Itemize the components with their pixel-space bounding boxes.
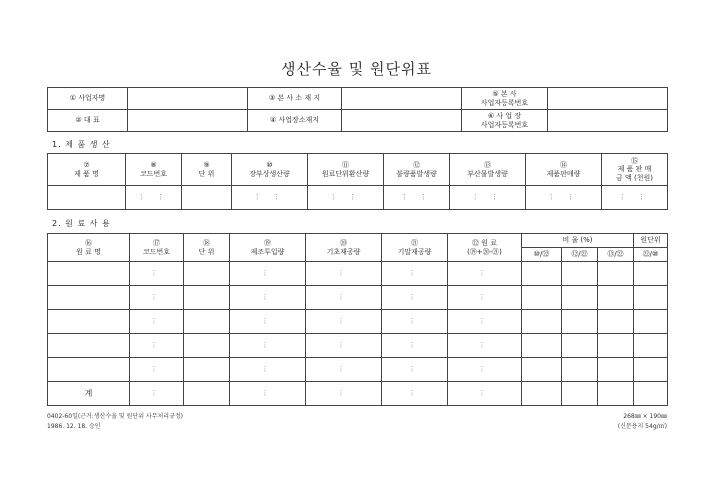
col-code-header xyxy=(130,234,184,262)
business-name-field[interactable] xyxy=(128,88,248,110)
site-regno-label-line2: 사업자등록번호 xyxy=(480,120,529,129)
cell[interactable] xyxy=(306,334,382,358)
document-title: 생산수율 및 원단위표 xyxy=(281,60,432,78)
cell[interactable] xyxy=(634,310,668,334)
cell[interactable] xyxy=(306,310,382,334)
col-product-name-header xyxy=(48,154,126,186)
cell[interactable] xyxy=(230,382,306,406)
material-row xyxy=(48,310,668,334)
col-num: ⑲ xyxy=(264,239,271,248)
form-basis: 0402-60일(근거:생산수율 및 원단위 사무처리규정) xyxy=(47,413,184,420)
cell[interactable] xyxy=(230,358,306,382)
dots: ⋮ xyxy=(478,341,491,350)
cell[interactable] xyxy=(522,334,562,358)
cell[interactable] xyxy=(448,310,522,334)
cell[interactable] xyxy=(526,186,602,210)
dots: ⋮ xyxy=(337,365,350,374)
dots: ⋮ xyxy=(478,317,491,326)
col-num: ⑫ xyxy=(413,161,420,170)
col-label: 원 료 명 xyxy=(76,247,101,256)
col-raw-material-header xyxy=(448,234,522,262)
dots: ⋮ xyxy=(408,317,421,326)
dots: ⋮ xyxy=(337,341,350,350)
cell[interactable] xyxy=(382,286,448,310)
col-label: (⑲+⑳-㉑) xyxy=(467,247,502,256)
col-num: ㉑ xyxy=(411,239,418,248)
cell[interactable] xyxy=(306,382,382,406)
unit-consumption-col: ㉒/⑩ xyxy=(634,248,668,262)
cell[interactable] xyxy=(48,358,130,382)
dots: ⋮ xyxy=(478,389,491,398)
dots: ⋮ xyxy=(408,293,421,302)
col-label: 제조투입량 xyxy=(250,247,285,256)
dots: ⋮ xyxy=(408,341,421,350)
cell[interactable] xyxy=(182,186,232,210)
cell[interactable] xyxy=(184,358,230,382)
cell[interactable] xyxy=(184,310,230,334)
cell[interactable] xyxy=(184,382,230,406)
cell[interactable] xyxy=(598,262,634,286)
head-office-regno-label-line2: 사업자등록번호 xyxy=(480,98,529,107)
dots: ⋮ xyxy=(337,293,350,302)
cell[interactable] xyxy=(598,358,634,382)
cell[interactable] xyxy=(598,286,634,310)
site-regno-label-line1: ⑥ 사 업 장 xyxy=(487,112,522,121)
dots: ⋮ ⋮ xyxy=(137,193,170,202)
col-input-header xyxy=(230,234,306,262)
cell[interactable] xyxy=(522,382,562,406)
total-label: 계 xyxy=(84,388,93,398)
material-row xyxy=(48,262,668,286)
product-row xyxy=(48,186,668,210)
applicant-info-table xyxy=(47,87,668,132)
head-office-regno-label-line1: ⑤ 본 사 xyxy=(492,90,517,99)
representative-label: ② 대 표 xyxy=(48,110,128,132)
dots: ⋮ xyxy=(408,389,421,398)
cell[interactable] xyxy=(48,310,130,334)
unit-consumption-header: 원단위 xyxy=(634,234,668,248)
cell[interactable] xyxy=(562,262,598,286)
section1-title: 1. 제 품 생 산 xyxy=(52,140,111,149)
dots: ⋮ xyxy=(261,365,274,374)
cell[interactable] xyxy=(562,310,598,334)
cell[interactable] xyxy=(232,186,308,210)
col-num: ⑱ xyxy=(203,239,210,248)
cell[interactable] xyxy=(130,310,184,334)
col-num: ⑧ xyxy=(150,161,157,170)
col-num: ⑪ xyxy=(342,161,349,170)
ratio-col-1: ⑩/㉒ xyxy=(522,248,562,262)
cell[interactable] xyxy=(522,286,562,310)
cell[interactable] xyxy=(522,262,562,286)
dots: ⋮ xyxy=(337,269,350,278)
dots: ⋮ xyxy=(261,269,274,278)
col-label: 기초재공량 xyxy=(326,247,361,256)
cell[interactable] xyxy=(48,262,130,286)
col-sales-volume-header xyxy=(526,154,602,186)
material-row xyxy=(48,334,668,358)
raw-material-usage-table xyxy=(47,233,668,406)
col-label: 장부상생산량 xyxy=(249,169,290,178)
col-num: ⑬ xyxy=(484,161,491,170)
col-label: 부산물발생량 xyxy=(467,169,508,178)
col-material-name-header xyxy=(48,234,130,262)
cell[interactable] xyxy=(562,334,598,358)
site-regno-field[interactable] xyxy=(548,110,668,132)
dots: ⋮ xyxy=(150,389,163,398)
cell[interactable] xyxy=(130,262,184,286)
col-label: 제 품 명 xyxy=(74,169,99,178)
cell[interactable] xyxy=(48,286,130,310)
cell[interactable] xyxy=(184,262,230,286)
cell[interactable] xyxy=(230,334,306,358)
col-label: 코드번호 xyxy=(142,247,171,256)
col-num: ⑦ xyxy=(83,161,90,170)
col-label-2: 금 액 (천원) xyxy=(616,173,653,182)
total-row xyxy=(48,382,668,406)
cell[interactable] xyxy=(230,286,306,310)
cell[interactable] xyxy=(48,186,126,210)
cell[interactable] xyxy=(598,382,634,406)
cell[interactable] xyxy=(634,334,668,358)
cell[interactable] xyxy=(230,310,306,334)
cell[interactable] xyxy=(126,186,182,210)
cell[interactable] xyxy=(562,382,598,406)
site-address-label: ④ 사업장소재지 xyxy=(248,110,342,132)
cell[interactable] xyxy=(522,310,562,334)
representative-field[interactable] xyxy=(128,110,248,132)
cell[interactable] xyxy=(382,262,448,286)
cell[interactable] xyxy=(48,382,130,406)
col-label: 불량품발생량 xyxy=(396,169,437,178)
cell[interactable] xyxy=(130,382,184,406)
dots: ⋮ xyxy=(337,389,350,398)
cell[interactable] xyxy=(448,358,522,382)
ratio-header: 비 율 (%) xyxy=(522,234,634,248)
cell[interactable] xyxy=(634,262,668,286)
section2-title: 2. 원 료 사 용 xyxy=(52,219,111,228)
business-name-label: ① 사업자명 xyxy=(48,88,128,110)
dots: ⋮ xyxy=(150,341,163,350)
cell[interactable] xyxy=(306,358,382,382)
col-label: 코드번호 xyxy=(139,169,168,178)
dots: ⋮ xyxy=(261,317,274,326)
col-num: ㉒ 원 료 xyxy=(472,239,497,248)
cell[interactable] xyxy=(634,358,668,382)
dots: ⋮ xyxy=(150,317,163,326)
cell[interactable] xyxy=(184,286,230,310)
cell[interactable] xyxy=(598,310,634,334)
col-unit-header xyxy=(184,234,230,262)
paper-size: 268㎜ × 190㎜ xyxy=(623,413,667,420)
dots: ⋮ ⋮ xyxy=(547,193,580,202)
col-label: 제품판매량 xyxy=(546,169,581,178)
cell[interactable] xyxy=(448,262,522,286)
site-address-field[interactable] xyxy=(342,110,462,132)
col-label: 제 품 판 매 xyxy=(617,165,652,174)
dots: ⋮ xyxy=(408,269,421,278)
col-sales-amount-header xyxy=(602,154,668,186)
head-office-regno-label xyxy=(462,88,548,110)
cell[interactable] xyxy=(634,382,668,406)
cell[interactable] xyxy=(130,358,184,382)
ratio-col-2: ⑫/㉒ xyxy=(562,248,598,262)
dots: ⋮ xyxy=(261,293,274,302)
cell[interactable] xyxy=(230,262,306,286)
cell[interactable] xyxy=(130,286,184,310)
cell[interactable] xyxy=(562,358,598,382)
col-label: 원료단위환산량 xyxy=(321,169,370,178)
cell[interactable] xyxy=(522,358,562,382)
col-num: ⑰ xyxy=(153,239,160,248)
col-book-production-header xyxy=(232,154,308,186)
dots: ⋮ xyxy=(261,389,274,398)
dots: ⋮ xyxy=(261,341,274,350)
cell[interactable] xyxy=(448,382,522,406)
cell[interactable] xyxy=(308,186,384,210)
cell[interactable] xyxy=(306,262,382,286)
dots: ⋮ xyxy=(408,365,421,374)
col-num: ⑯ xyxy=(85,239,92,248)
cell[interactable] xyxy=(48,334,130,358)
col-label: 기말재공량 xyxy=(397,247,432,256)
cell[interactable] xyxy=(382,358,448,382)
paper-weight: (신문용지 54g/㎡) xyxy=(617,423,667,430)
dots: ⋮ ⋮ xyxy=(618,193,651,202)
dots: ⋮ xyxy=(478,365,491,374)
head-office-address-field[interactable] xyxy=(342,88,462,110)
col-label: 단 위 xyxy=(198,169,215,178)
cell[interactable] xyxy=(602,186,668,210)
cell[interactable] xyxy=(306,286,382,310)
cell[interactable] xyxy=(184,334,230,358)
col-num: ⑨ xyxy=(203,161,210,170)
cell[interactable] xyxy=(448,334,522,358)
cell[interactable] xyxy=(382,382,448,406)
dots: ⋮ xyxy=(150,365,163,374)
cell[interactable] xyxy=(130,334,184,358)
cell[interactable] xyxy=(450,186,526,210)
col-num: ⑳ xyxy=(340,239,347,248)
material-row xyxy=(48,286,668,310)
head-office-regno-field[interactable] xyxy=(548,88,668,110)
col-defect-header xyxy=(384,154,450,186)
dots: ⋮ xyxy=(478,293,491,302)
dots: ⋮ ⋮ xyxy=(471,193,504,202)
col-byproduct-header xyxy=(450,154,526,186)
col-opening-wip-header xyxy=(306,234,382,262)
cell[interactable] xyxy=(634,286,668,310)
dots: ⋮ xyxy=(478,269,491,278)
ratio-col-3: ⑬/㉒ xyxy=(598,248,634,262)
col-num: ⑭ xyxy=(560,161,567,170)
col-num: ⑩ xyxy=(266,161,273,170)
head-office-address-label: ③ 본 사 소 재 지 xyxy=(248,88,342,110)
site-regno-label xyxy=(462,110,548,132)
col-label: 단 위 xyxy=(198,247,215,256)
cell[interactable] xyxy=(598,334,634,358)
col-raw-unit-conversion-header xyxy=(308,154,384,186)
cell[interactable] xyxy=(562,286,598,310)
material-row xyxy=(48,358,668,382)
cell[interactable] xyxy=(382,310,448,334)
product-production-table xyxy=(47,153,668,210)
col-code-header xyxy=(126,154,182,186)
dots: ⋮ xyxy=(337,317,350,326)
approval-date: 1986. 12. 18. 승인 xyxy=(47,423,101,430)
dots: ⋮ ⋮ xyxy=(329,193,362,202)
cell[interactable] xyxy=(384,186,450,210)
cell[interactable] xyxy=(382,334,448,358)
dots: ⋮ xyxy=(150,293,163,302)
dots: ⋮ ⋮ xyxy=(400,193,433,202)
col-unit-header xyxy=(182,154,232,186)
dots: ⋮ ⋮ xyxy=(253,193,286,202)
col-closing-wip-header xyxy=(382,234,448,262)
col-num: ⑮ xyxy=(631,157,638,166)
cell[interactable] xyxy=(448,286,522,310)
dots: ⋮ xyxy=(150,269,163,278)
